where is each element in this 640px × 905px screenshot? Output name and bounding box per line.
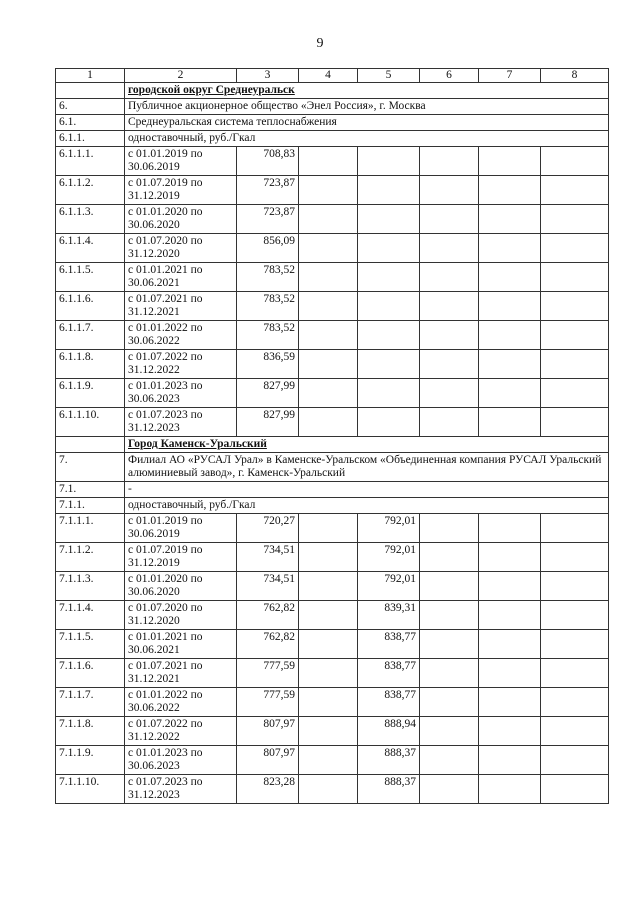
row-value-col3: 827,99 bbox=[237, 408, 299, 437]
empty-cell bbox=[420, 176, 479, 205]
org-row bbox=[56, 99, 609, 115]
empty-cell bbox=[299, 408, 358, 437]
row-code: 6.1.1.5. bbox=[56, 263, 125, 292]
row-period: с 01.07.2022 по 31.12.2022 bbox=[125, 717, 237, 746]
row-period: с 01.07.2020 по 31.12.2020 bbox=[125, 234, 237, 263]
empty-cell bbox=[541, 263, 609, 292]
row-code: 6.1.1.4. bbox=[56, 234, 125, 263]
row-period: с 01.07.2021 по 31.12.2021 bbox=[125, 659, 237, 688]
empty-cell bbox=[420, 379, 479, 408]
empty-cell bbox=[420, 147, 479, 176]
row-period: с 01.01.2020 по 30.06.2020 bbox=[125, 572, 237, 601]
empty-cell bbox=[479, 408, 541, 437]
org-name: Публичное акционерное общество «Энел Россия», г. Москва bbox=[125, 99, 609, 115]
row-code: 6.1.1.10. bbox=[56, 408, 125, 437]
column-number: 1 bbox=[56, 69, 125, 83]
empty-cell bbox=[479, 659, 541, 688]
system-code: 7.1. bbox=[56, 482, 125, 498]
empty-cell bbox=[420, 630, 479, 659]
row-code: 7.1.1.6. bbox=[56, 659, 125, 688]
row-period: с 01.01.2022 по 30.06.2022 bbox=[125, 321, 237, 350]
empty-cell bbox=[541, 630, 609, 659]
row-period: с 01.01.2021 по 30.06.2021 bbox=[125, 263, 237, 292]
row-value-col5 bbox=[358, 292, 420, 321]
row-period: с 01.01.2020 по 30.06.2020 bbox=[125, 205, 237, 234]
empty-cell bbox=[479, 350, 541, 379]
section-heading-row bbox=[56, 437, 609, 453]
row-code: 6.1.1.9. bbox=[56, 379, 125, 408]
empty-cell bbox=[420, 321, 479, 350]
row-code: 6.1.1.6. bbox=[56, 292, 125, 321]
empty-cell bbox=[541, 572, 609, 601]
row-value-col3: 734,51 bbox=[237, 572, 299, 601]
empty-cell bbox=[541, 746, 609, 775]
empty-cell bbox=[541, 659, 609, 688]
row-value-col3: 827,99 bbox=[237, 379, 299, 408]
section-heading bbox=[125, 437, 609, 453]
empty-cell bbox=[479, 292, 541, 321]
org-name: Филиал АО «РУСАЛ Урал» в Каменске-Уральском «Объединенная компания РУСАЛ Уральский алюминиевый завод», г. Каменск-Уральский bbox=[125, 453, 609, 482]
system-row bbox=[56, 482, 609, 498]
row-period: с 01.07.2019 по 31.12.2019 bbox=[125, 176, 237, 205]
table-row bbox=[56, 746, 609, 775]
column-number: 6 bbox=[420, 69, 479, 83]
empty-cell bbox=[299, 234, 358, 263]
row-value-col5 bbox=[358, 205, 420, 234]
empty-cell bbox=[541, 292, 609, 321]
empty-cell bbox=[420, 572, 479, 601]
column-number: 2 bbox=[125, 69, 237, 83]
empty-cell bbox=[541, 321, 609, 350]
row-code: 7.1.1.4. bbox=[56, 601, 125, 630]
empty-cell bbox=[299, 630, 358, 659]
empty-cell bbox=[299, 321, 358, 350]
row-code: 7.1.1.1. bbox=[56, 514, 125, 543]
table-row bbox=[56, 630, 609, 659]
empty-cell bbox=[479, 572, 541, 601]
column-number: 3 bbox=[237, 69, 299, 83]
table-row bbox=[56, 572, 609, 601]
empty-cell bbox=[299, 543, 358, 572]
org-code: 7. bbox=[56, 453, 125, 482]
row-value-col5: 792,01 bbox=[358, 572, 420, 601]
row-value-col3: 836,59 bbox=[237, 350, 299, 379]
tariff-name: одноставочный, руб./Гкал bbox=[125, 131, 609, 147]
empty-cell bbox=[541, 350, 609, 379]
row-code: 6.1.1.1. bbox=[56, 147, 125, 176]
empty-cell bbox=[299, 263, 358, 292]
row-period: с 01.07.2022 по 31.12.2022 bbox=[125, 350, 237, 379]
row-value-col5: 838,77 bbox=[358, 688, 420, 717]
system-row bbox=[56, 115, 609, 131]
column-number-row bbox=[56, 69, 609, 83]
row-code: 6.1.1.2. bbox=[56, 176, 125, 205]
empty-cell bbox=[420, 543, 479, 572]
empty-cell bbox=[56, 83, 125, 99]
tariff-code: 7.1.1. bbox=[56, 498, 125, 514]
empty-cell bbox=[299, 350, 358, 379]
empty-cell bbox=[541, 408, 609, 437]
row-value-col5 bbox=[358, 176, 420, 205]
row-value-col3: 783,52 bbox=[237, 321, 299, 350]
empty-cell bbox=[420, 601, 479, 630]
row-value-col3: 823,28 bbox=[237, 775, 299, 804]
row-code: 7.1.1.7. bbox=[56, 688, 125, 717]
tariff-row bbox=[56, 498, 609, 514]
row-value-col5: 839,31 bbox=[358, 601, 420, 630]
empty-cell bbox=[541, 514, 609, 543]
empty-cell bbox=[299, 688, 358, 717]
org-row bbox=[56, 453, 609, 482]
empty-cell bbox=[541, 147, 609, 176]
empty-cell bbox=[541, 234, 609, 263]
section-heading-row bbox=[56, 83, 609, 99]
section-heading-text: Город Каменск-Уральский bbox=[128, 438, 267, 450]
empty-cell bbox=[299, 601, 358, 630]
empty-cell bbox=[299, 379, 358, 408]
empty-cell bbox=[299, 717, 358, 746]
tariff-table bbox=[55, 68, 609, 804]
empty-cell bbox=[479, 746, 541, 775]
empty-cell bbox=[479, 147, 541, 176]
row-value-col3: 807,97 bbox=[237, 717, 299, 746]
row-code: 7.1.1.5. bbox=[56, 630, 125, 659]
page-number: 9 bbox=[316, 36, 324, 51]
row-code: 6.1.1.3. bbox=[56, 205, 125, 234]
row-period: с 01.01.2023 по 30.06.2023 bbox=[125, 746, 237, 775]
row-value-col5 bbox=[358, 147, 420, 176]
empty-cell bbox=[541, 688, 609, 717]
row-value-col5: 888,94 bbox=[358, 717, 420, 746]
empty-cell bbox=[299, 176, 358, 205]
empty-cell bbox=[541, 176, 609, 205]
row-value-col3: 777,59 bbox=[237, 659, 299, 688]
column-number: 4 bbox=[299, 69, 358, 83]
column-number: 7 bbox=[479, 69, 541, 83]
empty-cell bbox=[420, 717, 479, 746]
empty-cell bbox=[479, 176, 541, 205]
empty-cell bbox=[479, 263, 541, 292]
row-value-col5 bbox=[358, 234, 420, 263]
row-value-col3: 708,83 bbox=[237, 147, 299, 176]
row-value-col5: 888,37 bbox=[358, 746, 420, 775]
table-row bbox=[56, 514, 609, 543]
empty-cell bbox=[541, 379, 609, 408]
table-row bbox=[56, 321, 609, 350]
row-value-col3: 723,87 bbox=[237, 176, 299, 205]
empty-cell bbox=[479, 688, 541, 717]
table-row bbox=[56, 659, 609, 688]
row-value-col5: 792,01 bbox=[358, 514, 420, 543]
empty-cell bbox=[479, 543, 541, 572]
table-row bbox=[56, 717, 609, 746]
empty-cell bbox=[420, 775, 479, 804]
row-value-col3: 734,51 bbox=[237, 543, 299, 572]
table-row bbox=[56, 775, 609, 804]
system-name: Среднеуральская система теплоснабжения bbox=[125, 115, 609, 131]
table-row bbox=[56, 379, 609, 408]
empty-cell bbox=[541, 543, 609, 572]
row-value-col5 bbox=[358, 408, 420, 437]
row-value-col5: 792,01 bbox=[358, 543, 420, 572]
row-value-col3: 723,87 bbox=[237, 205, 299, 234]
row-code: 7.1.1.9. bbox=[56, 746, 125, 775]
row-code: 7.1.1.8. bbox=[56, 717, 125, 746]
empty-cell bbox=[420, 688, 479, 717]
empty-cell bbox=[420, 234, 479, 263]
column-number: 5 bbox=[358, 69, 420, 83]
empty-cell bbox=[56, 437, 125, 453]
section-heading-text: городской округ Среднеуральск bbox=[128, 84, 295, 96]
table-row bbox=[56, 234, 609, 263]
row-period: с 01.01.2019 по 30.06.2019 bbox=[125, 514, 237, 543]
empty-cell bbox=[299, 205, 358, 234]
row-code: 7.1.1.3. bbox=[56, 572, 125, 601]
row-value-col5 bbox=[358, 379, 420, 408]
tariff-name: одноставочный, руб./Гкал bbox=[125, 498, 609, 514]
table-row bbox=[56, 601, 609, 630]
row-value-col3: 783,52 bbox=[237, 292, 299, 321]
empty-cell bbox=[299, 292, 358, 321]
table-row bbox=[56, 292, 609, 321]
empty-cell bbox=[299, 572, 358, 601]
empty-cell bbox=[479, 379, 541, 408]
empty-cell bbox=[479, 630, 541, 659]
row-period: с 01.01.2022 по 30.06.2022 bbox=[125, 688, 237, 717]
row-value-col3: 762,82 bbox=[237, 630, 299, 659]
row-code: 7.1.1.2. bbox=[56, 543, 125, 572]
row-value-col5: 888,37 bbox=[358, 775, 420, 804]
empty-cell bbox=[479, 514, 541, 543]
empty-cell bbox=[420, 292, 479, 321]
system-name: - bbox=[125, 482, 609, 498]
empty-cell bbox=[479, 717, 541, 746]
row-value-col5 bbox=[358, 350, 420, 379]
empty-cell bbox=[420, 205, 479, 234]
empty-cell bbox=[420, 350, 479, 379]
table-row bbox=[56, 147, 609, 176]
empty-cell bbox=[299, 514, 358, 543]
row-value-col3: 777,59 bbox=[237, 688, 299, 717]
row-value-col3: 720,27 bbox=[237, 514, 299, 543]
tariff-row bbox=[56, 131, 609, 147]
row-period: с 01.07.2020 по 31.12.2020 bbox=[125, 601, 237, 630]
empty-cell bbox=[479, 321, 541, 350]
table-row bbox=[56, 543, 609, 572]
row-period: с 01.07.2023 по 31.12.2023 bbox=[125, 408, 237, 437]
empty-cell bbox=[420, 263, 479, 292]
row-code: 6.1.1.7. bbox=[56, 321, 125, 350]
row-period: с 01.07.2019 по 31.12.2019 bbox=[125, 543, 237, 572]
row-period: с 01.01.2023 по 30.06.2023 bbox=[125, 379, 237, 408]
table-row bbox=[56, 205, 609, 234]
row-value-col3: 856,09 bbox=[237, 234, 299, 263]
row-value-col5: 838,77 bbox=[358, 659, 420, 688]
table-row bbox=[56, 350, 609, 379]
empty-cell bbox=[541, 717, 609, 746]
empty-cell bbox=[420, 408, 479, 437]
empty-cell bbox=[299, 775, 358, 804]
row-value-col3: 762,82 bbox=[237, 601, 299, 630]
empty-cell bbox=[299, 659, 358, 688]
empty-cell bbox=[420, 659, 479, 688]
row-period: с 01.07.2023 по 31.12.2023 bbox=[125, 775, 237, 804]
table-row bbox=[56, 688, 609, 717]
row-value-col5: 838,77 bbox=[358, 630, 420, 659]
empty-cell bbox=[420, 514, 479, 543]
empty-cell bbox=[479, 205, 541, 234]
empty-cell bbox=[479, 601, 541, 630]
empty-cell bbox=[299, 746, 358, 775]
empty-cell bbox=[479, 775, 541, 804]
table-row bbox=[56, 263, 609, 292]
system-code: 6.1. bbox=[56, 115, 125, 131]
empty-cell bbox=[299, 147, 358, 176]
table-row bbox=[56, 176, 609, 205]
tariff-code: 6.1.1. bbox=[56, 131, 125, 147]
empty-cell bbox=[420, 746, 479, 775]
row-period: с 01.07.2021 по 31.12.2021 bbox=[125, 292, 237, 321]
row-value-col3: 807,97 bbox=[237, 746, 299, 775]
row-period: с 01.01.2021 по 30.06.2021 bbox=[125, 630, 237, 659]
table-row bbox=[56, 408, 609, 437]
column-number: 8 bbox=[541, 69, 609, 83]
empty-cell bbox=[479, 234, 541, 263]
row-period: с 01.01.2019 по 30.06.2019 bbox=[125, 147, 237, 176]
row-code: 7.1.1.10. bbox=[56, 775, 125, 804]
empty-cell bbox=[541, 775, 609, 804]
empty-cell bbox=[541, 205, 609, 234]
row-code: 6.1.1.8. bbox=[56, 350, 125, 379]
row-value-col3: 783,52 bbox=[237, 263, 299, 292]
section-heading bbox=[125, 83, 609, 99]
empty-cell bbox=[541, 601, 609, 630]
row-value-col5 bbox=[358, 321, 420, 350]
org-code: 6. bbox=[56, 99, 125, 115]
row-value-col5 bbox=[358, 263, 420, 292]
